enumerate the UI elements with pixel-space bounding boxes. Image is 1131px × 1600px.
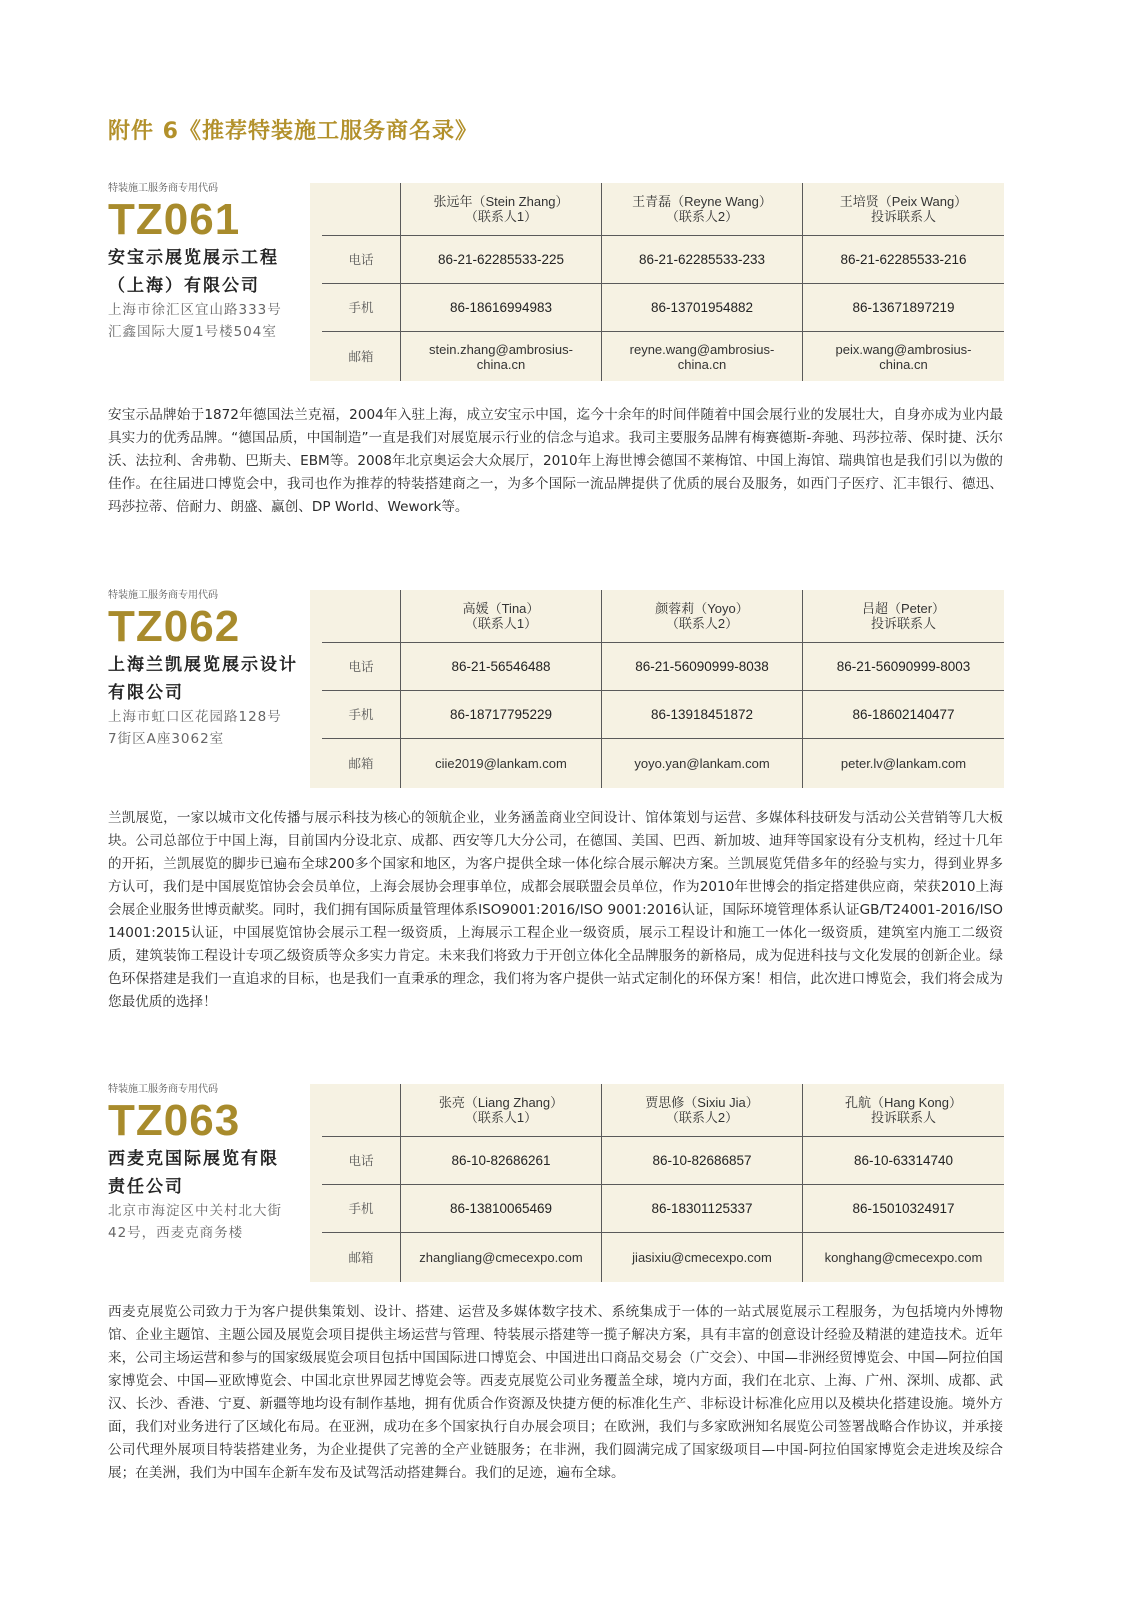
email-value xyxy=(401,332,601,381)
contact-header xyxy=(401,1084,601,1136)
row-label-phone: 电话 xyxy=(348,252,374,267)
contact-table xyxy=(310,1084,1004,1282)
contact-table xyxy=(310,183,1004,381)
code-label: 特装施工服务商专用代码 xyxy=(108,590,218,601)
phone-value: 86-10-63314740 xyxy=(853,1153,954,1168)
contact-role: （联系人1） xyxy=(464,616,538,631)
phone-value: 86-21-56090999-8038 xyxy=(635,659,769,674)
contact-name: 颜蓉莉（Yoyo） xyxy=(655,601,749,616)
row-label-phone: 电话 xyxy=(348,659,374,674)
email-line1: peix.wang@ambrosius- xyxy=(835,341,972,357)
mobile-value: 86-18717795229 xyxy=(449,707,553,722)
email-value xyxy=(803,739,1004,788)
phone-value: 86-21-56090999-8003 xyxy=(836,659,971,674)
contact-name: 贾思修（Sixiu Jia） xyxy=(645,1095,759,1110)
email-line1: peter.lv@lankam.com xyxy=(840,756,967,771)
mobile-value: 86-13810065469 xyxy=(449,1201,553,1216)
contact-header xyxy=(401,590,601,642)
phone-value: 86-21-62285533-233 xyxy=(638,252,766,267)
contact-role: （联系人2） xyxy=(665,1110,739,1125)
contact-header xyxy=(803,590,1004,642)
company-name-line1: 上海兰凯展览展示设计 xyxy=(108,655,298,675)
phone-value: 86-21-56546488 xyxy=(451,659,551,674)
contact-header xyxy=(803,1084,1004,1136)
row-label-email: 邮箱 xyxy=(348,756,374,771)
company-info xyxy=(108,590,304,750)
email-line1: zhangliang@cmecexpo.com xyxy=(419,1250,583,1265)
company-name-line2: （上海）有限公司 xyxy=(108,276,260,296)
email-line2: china.cn xyxy=(879,356,928,372)
contact-name: 张远年（Stein Zhang） xyxy=(433,194,569,209)
mobile-value: 86-18301125337 xyxy=(651,1201,753,1216)
mobile-value: 86-13701954882 xyxy=(650,300,754,315)
email-line1: konghang@cmecexpo.com xyxy=(824,1250,983,1265)
contact-name: 王培贤（Peix Wang） xyxy=(839,194,968,209)
company-code: TZ062 xyxy=(108,602,241,651)
company-address-line2: 汇鑫国际大厦1号楼504室 xyxy=(108,324,277,340)
contact-header xyxy=(401,183,601,235)
mobile-value: 86-13671897219 xyxy=(852,300,955,315)
row-label-email: 邮箱 xyxy=(348,1250,374,1265)
contact-name: 吕超（Peter） xyxy=(861,601,946,616)
row-label-phone: 电话 xyxy=(348,1153,374,1168)
company-address-line2: 7街区A座3062室 xyxy=(108,731,225,747)
phone-value: 86-21-62285533-225 xyxy=(437,252,565,267)
row-label-mobile: 手机 xyxy=(348,300,374,315)
row-label-mobile: 手机 xyxy=(348,1201,374,1216)
contact-header xyxy=(602,590,802,642)
contact-header xyxy=(602,183,802,235)
email-value xyxy=(401,1233,601,1282)
contact-role: （联系人2） xyxy=(665,209,739,224)
mobile-value: 86-15010324917 xyxy=(852,1201,955,1216)
company-description: 西麦克展览公司致力于为客户提供集策划、设计、搭建、运营及多媒体数字技术、系统集成于一体的一站式展览展示工程服务，为包括境内外博物馆、企业主题馆、主题公园及展览会项目提供主场运营与管理、特装展示搭建等一揽子解决方案，具有丰富的创意设计经验及精湛的建造技术。近年来，公司主场运营和参与的国家级展览会项目包括中国国际进口博览会、中国进出口商品交易会（广交会）、中国—非洲经贸博览会、中国—阿拉伯国家博览会、中国—亚欧博览会、中国北京世界园艺博览会等。西麦克展览公司业务覆盖全球，境内方面，我们在北京、上海、广州、深圳、成都、武汉、长沙、香港、宁夏、新疆等地均设有制作基地，拥有优质合作资源及快捷方便的标准化生产、非标设计标准化应用以及模块化搭建设施。境外方面，我们对业务进行了区域化布局。在亚洲，成功在多个国家执行自办展会项目；在欧洲，我们与多家欧洲知名展览公司签署战略合作协议，并承接公司代理外展项目特装搭建业务，为企业提供了完善的全产业链服务；在非洲，我们圆满完成了国家级项目—中国-阿拉伯国家博览会走进埃及综合展；在美洲，我们为中国车企新车发布及试驾活动搭建舞台。我们的足迹，遍布全球。 xyxy=(108,1304,1003,1481)
email-value xyxy=(803,1233,1004,1282)
contact-table xyxy=(310,590,1004,788)
contact-header xyxy=(803,183,1004,235)
company-address-line1: 上海市徐汇区宜山路333号 xyxy=(108,302,282,318)
row-label-mobile: 手机 xyxy=(348,707,374,722)
email-line1: reyne.wang@ambrosius- xyxy=(629,341,775,357)
contact-header xyxy=(602,1084,802,1136)
contact-role: （联系人1） xyxy=(464,1110,538,1125)
phone-value: 86-10-82686857 xyxy=(652,1153,752,1168)
code-label: 特装施工服务商专用代码 xyxy=(108,183,218,194)
email-line2: china.cn xyxy=(476,356,526,372)
company-description: 兰凯展览，一家以城市文化传播与展示科技为核心的领航企业，业务涵盖商业空间设计、馆体策划与运营、多媒体科技研发与活动公关营销等几大板块。公司总部位于中国上海，目前国内分设北京、成都、西安等几大分公司，在德国、美国、巴西、新加坡、迪拜等国家设有分支机构，经过十几年的开拓，兰凯展览的脚步已遍布全球200多个国家和地区，为客户提供全球一体化综合展示解决方案。兰凯展览凭借多年的经验与实力，得到业界多方认可，我们是中国展览馆协会会员单位，上海会展协会理事单位，成都会展联盟会员单位，作为2010年世博会的指定搭建供应商，荣获2010上海会展企业服务世博贡献奖。同时，我们拥有国际质量管理体系ISO9001:2016/ISO 9001:2016认证，国际环境管理体系认证GB/T24001-2016/ISO 14001:2015认证，中国展览馆协会展示工程一级资质，上海展示工程企业一级资质，展示工程设计和施工一体化一级资质，建筑室内施工二级资质，建筑装饰工程设计专项乙级资质等众多实力肯定。未来我们将致力于开创立体化全品牌服务的新格局，成为促进科技与文化发展的创新企业。绿色环保搭建是我们一直追求的目标，也是我们一直秉承的理念，我们将为客户提供一站式定制化的环保方案！相信，此次进口博览会，我们将会成为您最优质的选择！ xyxy=(108,810,1003,1010)
contact-name: 高媛（Tina） xyxy=(462,601,540,616)
company-address-line2: 42号，西麦克商务楼 xyxy=(108,1225,244,1241)
row-label-email: 邮箱 xyxy=(348,349,374,364)
email-value xyxy=(803,332,1004,381)
email-value xyxy=(602,1233,802,1282)
company-info xyxy=(108,183,304,343)
contact-role: （联系人1） xyxy=(464,209,538,224)
company-name-line2: 责任公司 xyxy=(108,1177,184,1197)
phone-value: 86-10-82686261 xyxy=(451,1153,551,1168)
contact-role: 投诉联系人 xyxy=(870,209,936,224)
mobile-value: 86-18616994983 xyxy=(449,300,553,315)
company-name-line1: 西麦克国际展览有限 xyxy=(108,1149,279,1169)
email-line1: jiasixiu@cmecexpo.com xyxy=(632,1250,772,1265)
email-value xyxy=(602,739,802,788)
email-line1: ciie2019@lankam.com xyxy=(435,756,567,771)
company-info xyxy=(108,1084,304,1244)
company-code: TZ063 xyxy=(108,1096,241,1145)
contact-name: 张亮（Liang Zhang） xyxy=(438,1095,564,1110)
email-line1: yoyo.yan@lankam.com xyxy=(634,756,770,771)
email-value xyxy=(602,332,802,381)
company-description: 安宝示品牌始于1872年德国法兰克福，2004年入驻上海，成立安宝示中国，迄今十余年的时间伴随着中国会展行业的发展壮大，自身亦成为业内最具实力的优秀品牌。“德国品质，中国制造”一直是我们对展览展示行业的信念与追求。我司主要服务品牌有梅赛德斯-奔驰、玛莎拉蒂、保时捷、沃尔沃、法拉利、舍弗勒、巴斯夫、EBM等。2008年北京奥运会大众展厅，2010年上海世博会德国不莱梅馆、中国上海馆、瑞典馆也是我们引以为傲的佳作。在往届进口博览会中，我司也作为推荐的特装搭建商之一，为多个国际一流品牌提供了优质的展台及服务，如西门子医疗、汇丰银行、德迅、玛莎拉蒂、倍耐力、朗盛、赢创、DP World、Wework等。 xyxy=(108,407,1003,515)
code-label: 特装施工服务商专用代码 xyxy=(108,1084,218,1095)
company-name-line1: 安宝示展览展示工程 xyxy=(108,248,279,268)
email-line2: china.cn xyxy=(677,356,727,372)
contact-role: 投诉联系人 xyxy=(870,616,936,631)
email-value xyxy=(401,739,601,788)
phone-value: 86-21-62285533-216 xyxy=(840,252,967,267)
mobile-value: 86-13918451872 xyxy=(650,707,754,722)
contact-name: 孔航（Hang Kong） xyxy=(844,1095,963,1110)
contact-role: （联系人2） xyxy=(665,616,739,631)
company-name-line2: 有限公司 xyxy=(108,683,184,703)
company-address-line1: 上海市虹口区花园路128号 xyxy=(108,709,282,725)
contact-name: 王青磊（Reyne Wang） xyxy=(632,194,772,209)
contact-role: 投诉联系人 xyxy=(870,1110,936,1125)
mobile-value: 86-18602140477 xyxy=(852,707,955,722)
page-title: 附件 6《推荐特装施工服务商名录》 xyxy=(108,119,478,144)
company-address-line1: 北京市海淀区中关村北大街 xyxy=(108,1203,282,1219)
email-line1: stein.zhang@ambrosius- xyxy=(429,341,573,357)
company-code: TZ061 xyxy=(108,195,241,244)
